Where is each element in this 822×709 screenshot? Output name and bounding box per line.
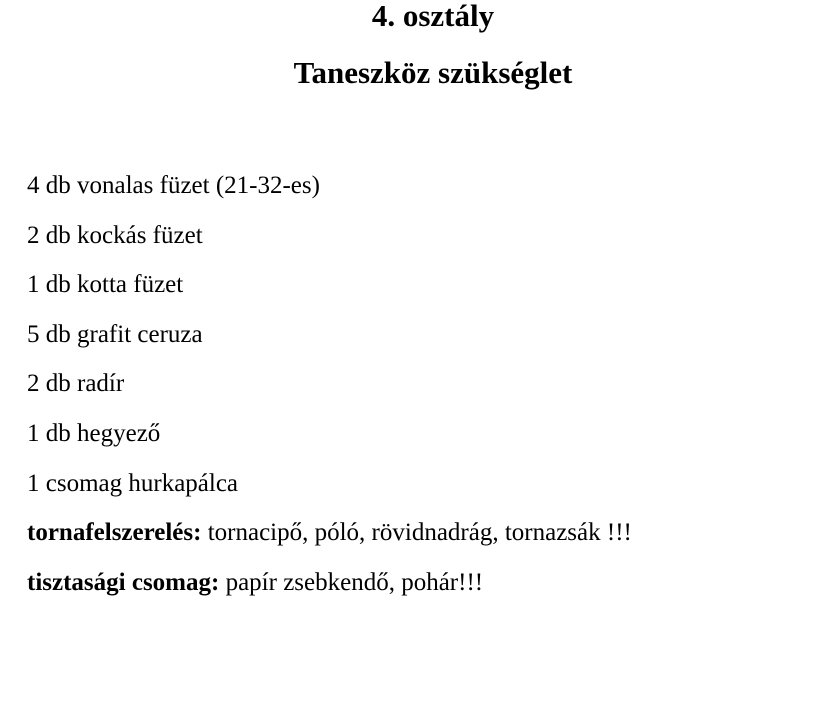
list-item: 2 db kockás füzet bbox=[27, 221, 203, 249]
supply-list bbox=[27, 170, 632, 616]
note-text: tornacipő, póló, rövidnadrág, tornazsák !!! bbox=[201, 519, 632, 547]
list-item: 1 db kotta füzet bbox=[27, 271, 184, 299]
note-label: tisztasági csomag: bbox=[27, 568, 220, 596]
list-item: 1 db hegyező bbox=[27, 419, 161, 447]
list-item: 1 csomag hurkapálca bbox=[27, 469, 239, 497]
list-item: 2 db radír bbox=[27, 370, 125, 398]
grade-title: 4. osztály bbox=[371, 0, 495, 33]
note-pe-equipment bbox=[27, 517, 632, 567]
note-text: papír zsebkendő, pohár!!! bbox=[219, 568, 484, 596]
page-subtitle: Taneszköz szükséglet bbox=[293, 55, 573, 90]
note-hygiene-pack bbox=[27, 567, 632, 617]
list-item: 5 db grafit ceruza bbox=[27, 320, 203, 348]
list-item: 4 db vonalas füzet (21-32-es) bbox=[27, 172, 320, 199]
note-label: tornafelszerelés: bbox=[27, 519, 202, 547]
